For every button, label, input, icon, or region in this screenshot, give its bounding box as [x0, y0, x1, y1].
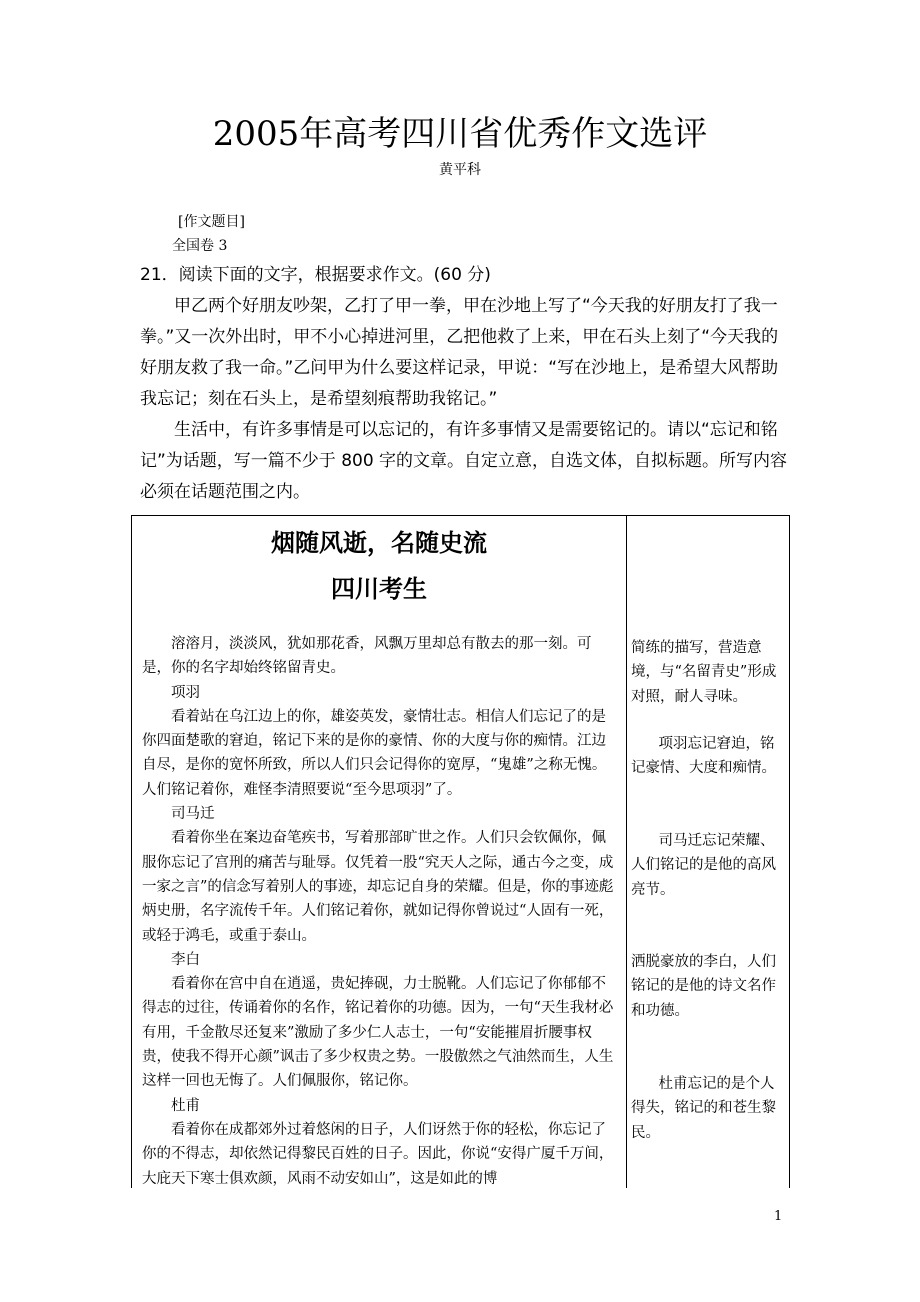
comment-libai: 洒脱豪放的李白，人们铭记的是他的诗文名作和功德。 — [631, 954, 776, 1019]
essay-section-name: 项羽 — [171, 684, 200, 701]
document-title: 2005年高考四川省优秀作文选评 — [212, 114, 708, 154]
essay-section-name: 司马迁 — [171, 806, 215, 823]
essay-body — [142, 632, 616, 1188]
essay-section-text: 看着你在成都郊外过着悠闲的日子，人们讶然于你的轻松，你忘记了你的不得志，却依然记得黎民百姓的日子。因此，你说“安得广厦千万间，大庇天下寒士俱欢颜，风雨不动安如山”，这是如此的博 — [142, 1121, 614, 1187]
essay-section-name: 李白 — [171, 951, 200, 968]
essay-section-text: 看着站在乌江边上的你，雄姿英发，豪情壮志。相信人们忘记了的是你四面楚歌的窘迫，铭记下来的是你的豪情、你的大度与你的痴情。江边自尽，是你的宽怀所致，所以人们只会记得你的宽厚，“鬼雄”之称无愧。人们铭记着你，难怪李清照要说“至今思项羽”了。 — [142, 708, 607, 798]
comment-column — [627, 516, 791, 1188]
essay-column — [142, 516, 616, 1188]
prompt-block — [140, 260, 790, 508]
essay-byline: 四川考生 — [331, 574, 427, 603]
prompt-paragraph: 生活中，有许多事情是可以忘记的，有许多事情又是需要铭记的。请以“忘记和铭记”为话题，写一篇不少于 800 字的文章。自定立意，自选文体，自拟标题。所写内容必须在话题范围之内。 — [140, 420, 788, 502]
essay-section-text: 看着你在宫中自在逍遥，贵妃捧砚，力士脱靴。人们忘记了你郁郁不得志的过往，传诵着你的名作，铭记着你的功德。因为，一句“天生我材必有用，千金散尽还复来”激励了多少仁人志士，一句“安能摧眉折腰事权贵，使我不得开心颜”讽击了多少权贵之势。一股傲然之气油然而生，人生这样一回也无悔了。人们佩服你，铭记你。 — [142, 976, 614, 1090]
author-name: 黄平科 — [439, 162, 481, 178]
essay-title: 烟随风逝，名随史流 — [271, 528, 487, 557]
paper-label: 全国卷 3 — [172, 238, 228, 254]
prompt-question: 21．阅读下面的文字，根据要求作文。(60 分) — [140, 265, 491, 285]
comment-xiangyu: 项羽忘记窘迫，铭记豪情、大度和痴情。 — [631, 736, 776, 777]
section-label: [作文题目] — [178, 214, 245, 230]
essay-section-name: 杜甫 — [171, 1097, 200, 1114]
essay-section-text: 看着你坐在案边奋笔疾书，写着那部旷世之作。人们只会钦佩你，佩服你忘记了宫刑的痛苦与耻辱。仅凭着一股“究天人之际，通古今之变，成一家之言”的信念写着别人的事迹，却忘记自身的荣耀。但是，你的事迹彪炳史册，名字流传千年。人们铭记着你，就如记得你曾说过“人固有一死，或轻于鸿毛，或重于泰山。 — [142, 830, 614, 944]
page-number: 1 — [774, 1209, 783, 1224]
essay-intro: 溶溶月，淡淡风，犹如那花香，风飘万里却总有散去的那一刻。可是，你的名字却始终铭留青史。 — [142, 636, 592, 677]
comment-dufu: 杜甫忘记的是个人得失，铭记的和苍生黎民。 — [631, 1076, 776, 1141]
essay-table — [131, 515, 790, 1188]
comment-simaqian: 司马迁忘记荣耀、人们铭记的是他的高风亮节。 — [631, 833, 776, 898]
prompt-paragraph: 甲乙两个好朋友吵架，乙打了甲一拳，甲在沙地上写了“今天我的好朋友打了我一拳。”又一次外出时，甲不小心掉进河里，乙把他救了上来，甲在石头上刻了“今天我的好朋友救了我一命。”乙问甲为什么要这样记录，甲说：“写在沙地上，是希望大风帮助我忘记；刻在石头上，是希望刻痕帮助我铭记。” — [140, 296, 779, 409]
comment-intro: 简练的描写，营造意境，与“名留青史”形成对照，耐人寻味。 — [631, 640, 777, 705]
